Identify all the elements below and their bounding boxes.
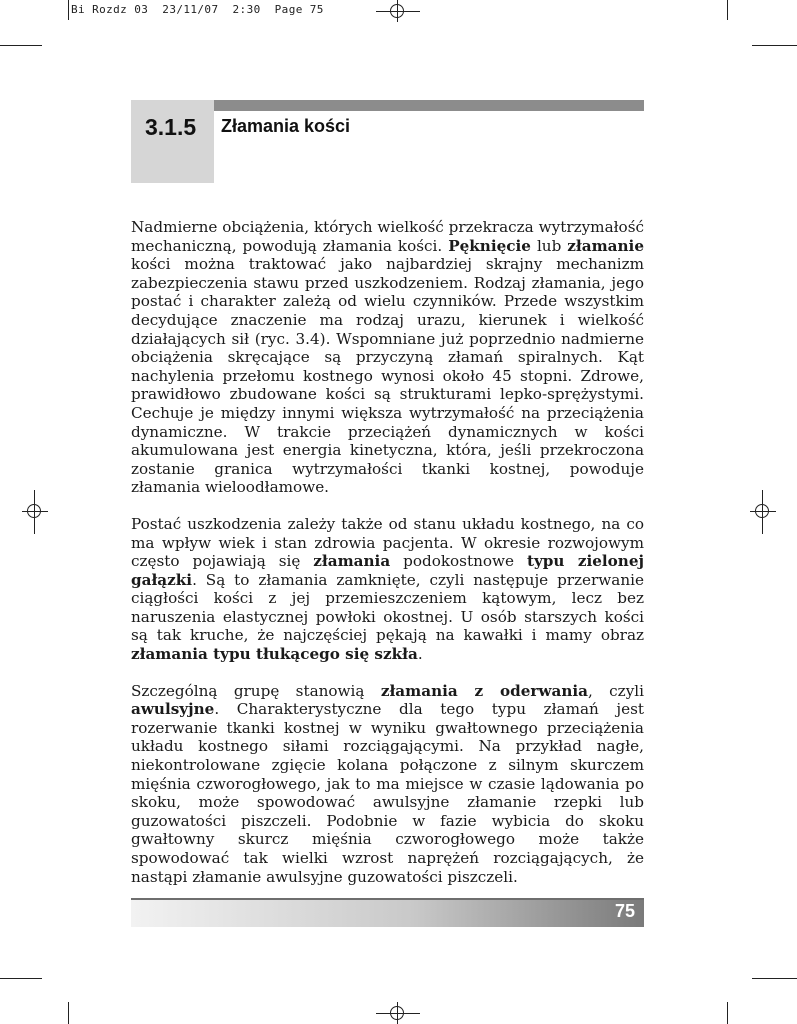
text-run: . <box>417 645 423 664</box>
section-title: Złamania kości <box>221 116 351 136</box>
text-run: lub <box>530 236 568 255</box>
footer-bar <box>131 898 644 927</box>
text-run: podokostnowe <box>390 552 527 571</box>
text-run: . Charakterystyczne dla tego typu złamań jest rozerwanie tkanki kostnej w wyniku gwałtownego przeciążenia układu kostnego siłami rozciągającymi. Na przykład nagłe, niekontrolowane zgięcie kolana połączone z silnym skurczem mięśnia czworogłowego, jak to ma miejsce w czasie lądowania po skoku, może spowodować awulsyjne złamanie rzepki lub guzowatości piszczeli. Podobnie w fazie wybicia do skoku gwałtowny skurcz mięśnia czworogłowego może także spowodować tak wielki wzrost naprężeń rozciągających, że nastąpi złamanie awulsyjne guzowatości piszczeli. <box>131 700 644 886</box>
text-run: Postać uszkodzenia zależy także od stanu układu kostnego, na co ma wpływ wiek i stan zdrowia pacjenta. W okresie rozwojowym często pojawiają się <box>131 514 644 571</box>
body-text <box>131 218 644 904</box>
bold-term: złamania typu tłukącego się szkła <box>131 645 418 664</box>
text-run: Nadmierne obciążenia, których wielkość przekracza wytrzymałość mechaniczną, powodują złamania kości. <box>131 218 644 255</box>
page-number: 75 <box>614 901 635 921</box>
section-number-box <box>131 100 214 183</box>
text-run: Szczególną grupę stanowią <box>131 681 381 700</box>
bold-term: złamania z oderwania <box>380 681 588 700</box>
section-number: 3.1.5 <box>145 114 197 140</box>
footer-rule <box>131 898 644 900</box>
paragraph <box>131 682 644 887</box>
paragraph <box>131 218 644 497</box>
text-run: kości można traktować jako najbardziej skrajny mechanizm zabezpieczenia stawu przed uszkodzeniem. Rodzaj złamania, jego postać i charakter zależą od wielu czynników. Przede wszystkim decydujące znaczenie ma rodzaj urazu, kierunek i wielkość działających sił (ryc. 3.4). Wspomniane już poprzednio nadmierne obciążenia skręcające są przyczyną złamań spiralnych. Kąt nachylenia przełomu kostnego wynosi około 45 stopni. Zdrowe, prawidłowo zbudowane kości są strukturami lepko-sprężystymi. Cechuje je między innymi większa wytrzymałość na przeciążenia dynamiczne. W trakcie przeciążeń dynamicznych w kości akumulowana jest energia kinetyczna, która, jeśli przekroczona zostanie granica wytrzymałości tkanki kostnej, powoduje złamania wieloodłamowe. <box>131 255 644 497</box>
bold-term: Pęknięcie <box>448 236 531 255</box>
bold-term: awulsyjne <box>131 700 215 719</box>
bold-term: złamanie <box>567 236 644 255</box>
printer-slug: Bi Rozdz 03 23/11/07 2:30 Page 75 <box>71 3 324 16</box>
text-run: . Są to złamania zamknięte, czyli następuje przerwanie ciągłości kości z jej przemieszczeniem kątowym, lecz bez naruszenia elastycznej powłoki okostnej. U osób starszych kości są tak kruche, że najczęściej pękają na kawałki i mamy obraz <box>131 570 644 645</box>
bold-term: typu zielonej gałązki <box>131 552 644 589</box>
paragraph <box>131 515 644 664</box>
bold-term: złamania <box>313 552 391 571</box>
text-run: , czyli <box>587 681 644 700</box>
